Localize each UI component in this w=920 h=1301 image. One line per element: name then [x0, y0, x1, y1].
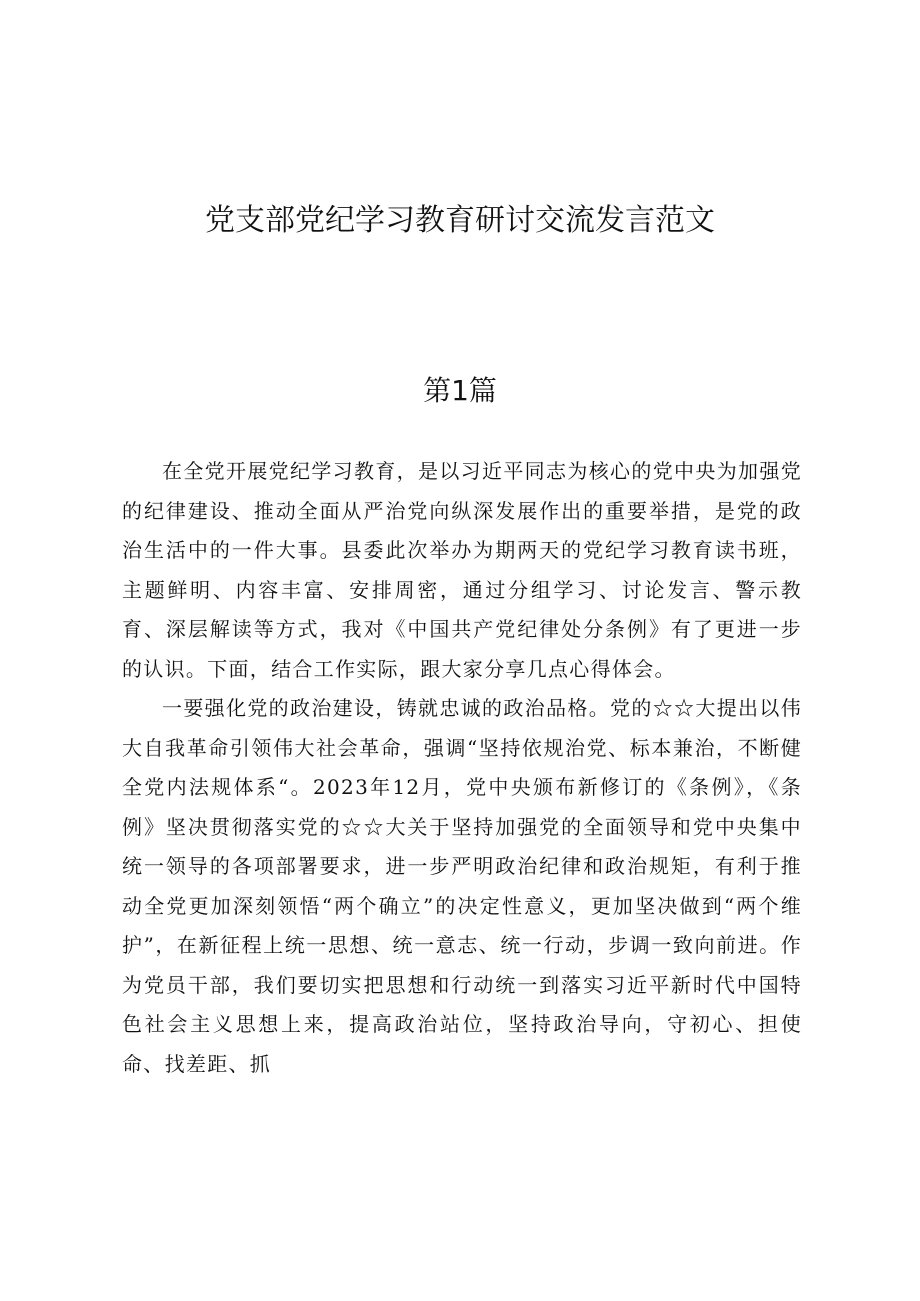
body-paragraph-political-building: 一要强化党的政治建设，铸就忠诚的政治品格。党的☆☆大提出以伟大自我革命引领伟大社会革命，强调“坚持依规治党、标本兼治，不断健全党内法规体系“。2023年12月，党中央颁布新修订的《条例》，《条例》坚决贯彻落实党的☆☆大关于坚持加强党的全面领导和党中央集中统一领导的各项部署要求，进一步严明政治纪律和政治规矩，有利于推动全党更加深刻领悟“两个确立”的决定性意义，更加坚决做到“两个维护”，在新征程上统一思想、统一意志、统一行动，步调一致向前进。作为党员干部，我们要切实把思想和行动统一到落实习近平新时代中国特色社会主义思想上来，提高政治站位，坚持政治导向，守初心、担使命、找差距、抓 [122, 696, 802, 1076]
section-heading: 第1篇 [423, 374, 497, 407]
document-title: 党支部党纪学习教育研讨交流发言范文 [205, 203, 715, 238]
document-body [122, 452, 802, 1084]
body-paragraph-intro: 在全党开展党纪学习教育，是以习近平同志为核心的党中央为加强党的纪律建设、推动全面从严治党向纵深发展作出的重要举措，是党的政治生活中的一件大事。县委此次举办为期两天的党纪学习教育读书班，主题鲜明、内容丰富、安排周密，通过分组学习、讨论发言、警示教育、深层解读等方式，我对《中国共产党纪律处分条例》有了更进一步的认识。下面，结合工作实际，跟大家分享几点心得体会。 [122, 459, 802, 681]
